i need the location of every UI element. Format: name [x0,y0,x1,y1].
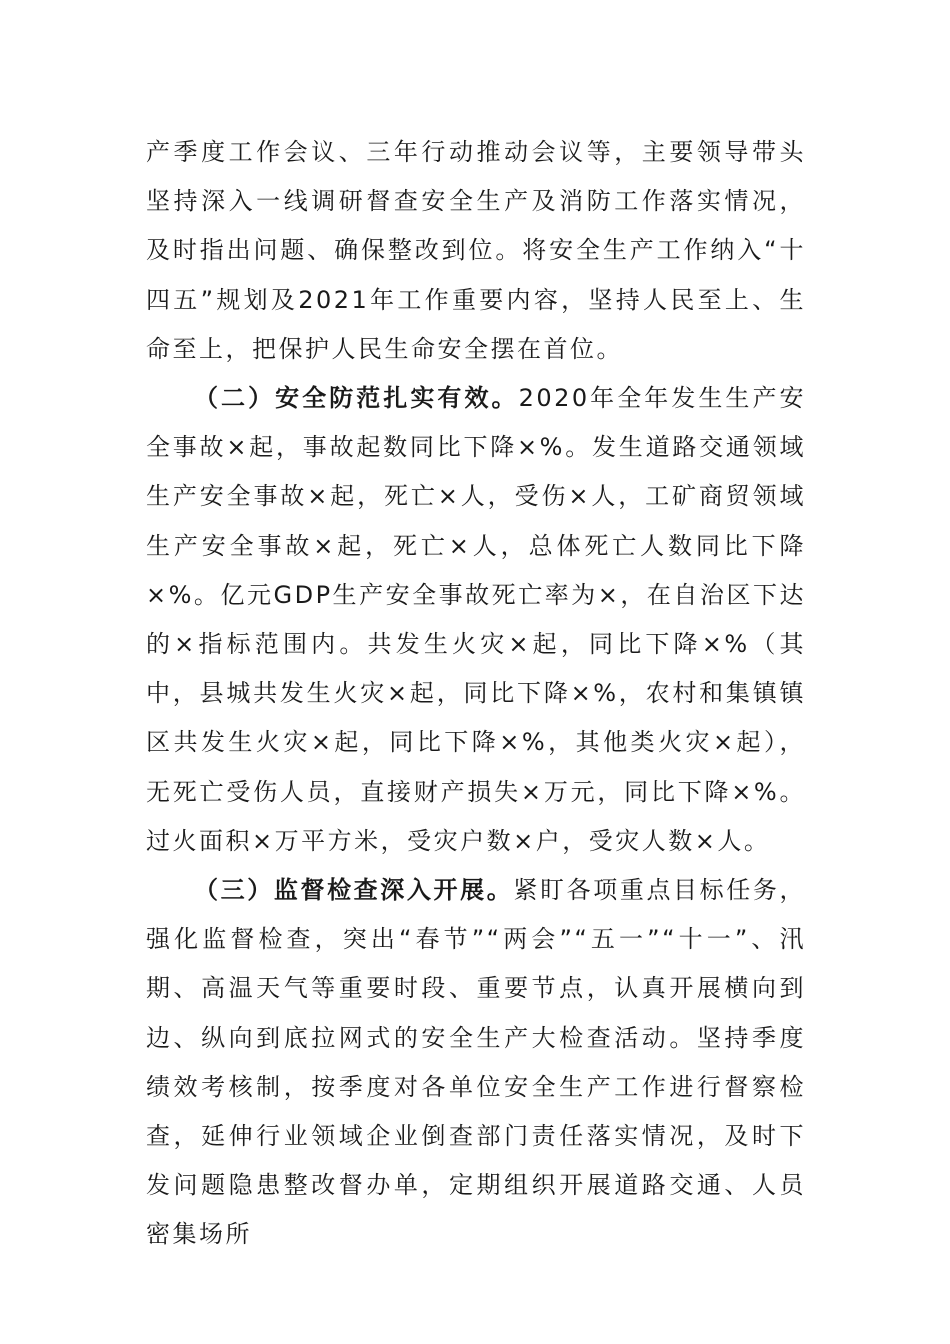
paragraph-text: 2020年全年发生生产安全事故×起，事故起数同比下降×%。发生道路交通领域生产安全事故×起，死亡×人，受伤×人，工矿商贸领域生产安全事故×起，死亡×人，总体死亡人数同比下降×%。亿元GDP生产安全事故死亡率为×，在自治区下达的×指标范围内。共发生火灾×起，同比下降×%（其中，县城共发生火灾×起，同比下降×%，农村和集镇镇区共发生火灾×起，同比下降×%，其他类火灾×起），无死亡受伤人员，直接财产损失×万元，同比下降×%。过火面积×万平方米，受灾户数×户，受灾人数×人。 [146,384,807,855]
document-body [146,128,806,1260]
section-heading: （二）安全防范扎实有效。 [194,384,519,413]
paragraph-continuation [146,128,806,374]
paragraph-safety-prevention [146,374,806,866]
paragraph-supervision-inspection [146,866,806,1260]
paragraph-text: 紧盯各项重点目标任务，强化监督检查，突出“春节”“两会”“五一”“十一”、汛期、高温天气等重要时段、重要节点，认真开展横向到边、纵向到底拉网式的安全生产大检查活动。坚持季度绩效考核制，按季度对各单位安全生产工作进行督察检查，延伸行业领域企业倒查部门责任落实情况，及时下发问题隐患整改督办单，定期组织开展道路交通、人员密集场所 [146,876,807,1249]
paragraph-text: 产季度工作会议、三年行动推动会议等，主要领导带头坚持深入一线调研督查安全生产及消防工作落实情况，及时指出问题、确保整改到位。将安全生产工作纳入“十四五”规划及2021年工作重要内容，坚持人民至上、生命至上，把保护人民生命安全摆在首位。 [146,138,806,363]
section-heading: （三）监督检查深入开展。 [194,876,514,905]
